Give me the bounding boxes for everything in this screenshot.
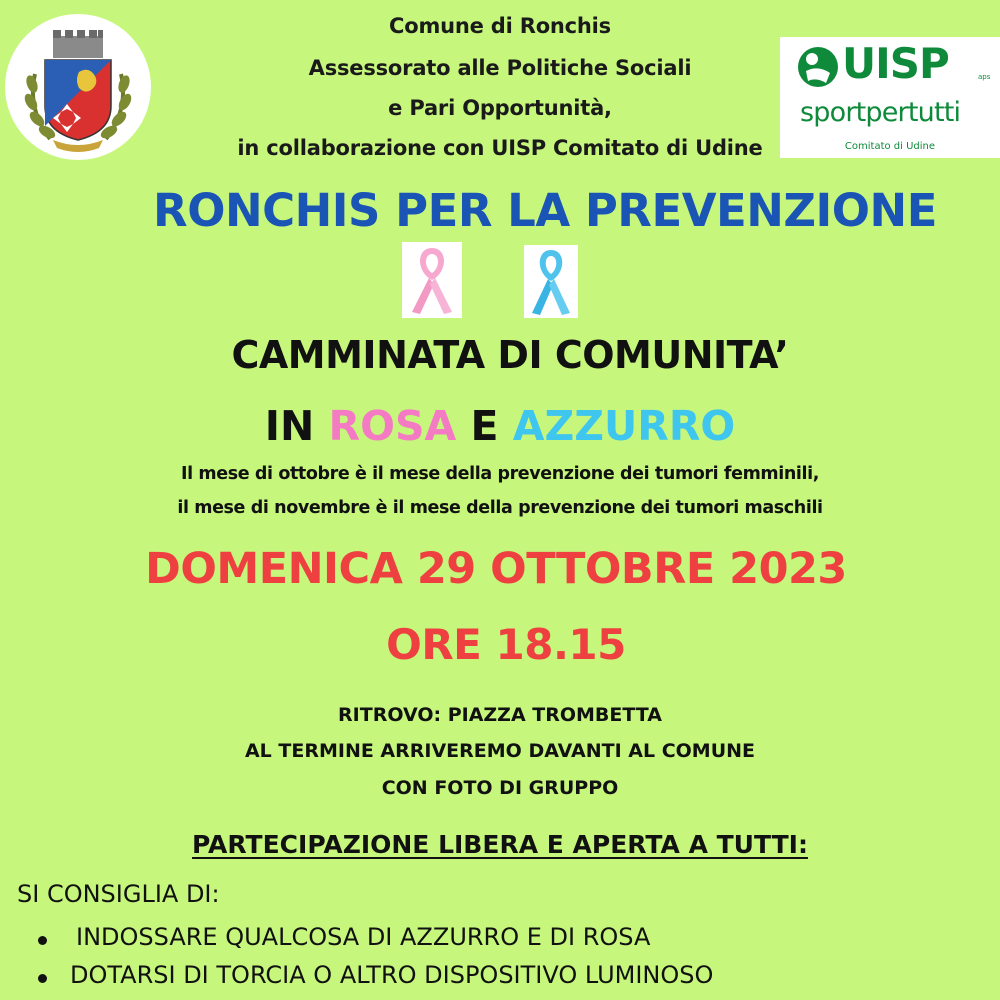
uisp-aps: aps: [978, 73, 991, 81]
event-date: DOMENICA 29 OTTOBRE 2023: [145, 544, 847, 594]
colors-title-rosa: ROSA: [328, 402, 457, 450]
meeting-photo: CON FOTO DI GRUPPO: [381, 777, 619, 799]
uisp-logo: [780, 37, 1000, 158]
uisp-wordmark: UISP: [842, 39, 949, 88]
bullet-dot: [38, 936, 47, 945]
colors-title-azzurro: AZZURRO: [512, 402, 736, 450]
advice-item-2: DOTARSI DI TORCIA O ALTRO DISPOSITIVO LUMINOSO: [70, 961, 714, 989]
uisp-runner-icon: [796, 43, 840, 93]
colors-title: [0, 402, 1000, 450]
walk-title: CAMMINATA DI COMUNITA’: [231, 333, 789, 377]
advice-item-1: INDOSSARE QUALCOSA DI AZZURRO E DI ROSA: [76, 923, 651, 951]
description-line-1: Il mese di ottobre è il mese della prevenzione dei tumori femminili,: [181, 464, 819, 484]
uisp-tagline: sportpertutti: [800, 97, 961, 128]
uisp-comitato: Comitato di Udine: [844, 141, 936, 152]
colors-title-e: E: [456, 402, 513, 450]
header-municipality: Comune di Ronchis: [389, 14, 611, 38]
header-department: Assessorato alle Politiche Sociali: [308, 56, 692, 80]
colors-title-in: IN: [264, 402, 329, 450]
bullet-dot: [38, 974, 47, 983]
description-line-2: il mese di novembre è il mese della prevenzione dei tumori maschili: [177, 498, 823, 518]
main-title: RONCHIS PER LA PREVENZIONE: [153, 184, 937, 237]
header-opportunities: e Pari Opportunità,: [388, 96, 612, 120]
header-collaboration: in collaborazione con UISP Comitato di Udine: [237, 136, 763, 160]
meeting-destination: AL TERMINE ARRIVEREMO DAVANTI AL COMUNE: [244, 740, 756, 762]
participation-heading: PARTECIPAZIONE LIBERA E APERTA A TUTTI:: [192, 830, 808, 859]
pink-ribbon-icon: [402, 242, 462, 318]
advice-intro: SI CONSIGLIA DI:: [17, 880, 220, 908]
blue-ribbon-icon: [524, 245, 578, 318]
meeting-point: RITROVO: PIAZZA TROMBETTA: [338, 704, 662, 726]
event-time: ORE 18.15: [386, 620, 626, 669]
